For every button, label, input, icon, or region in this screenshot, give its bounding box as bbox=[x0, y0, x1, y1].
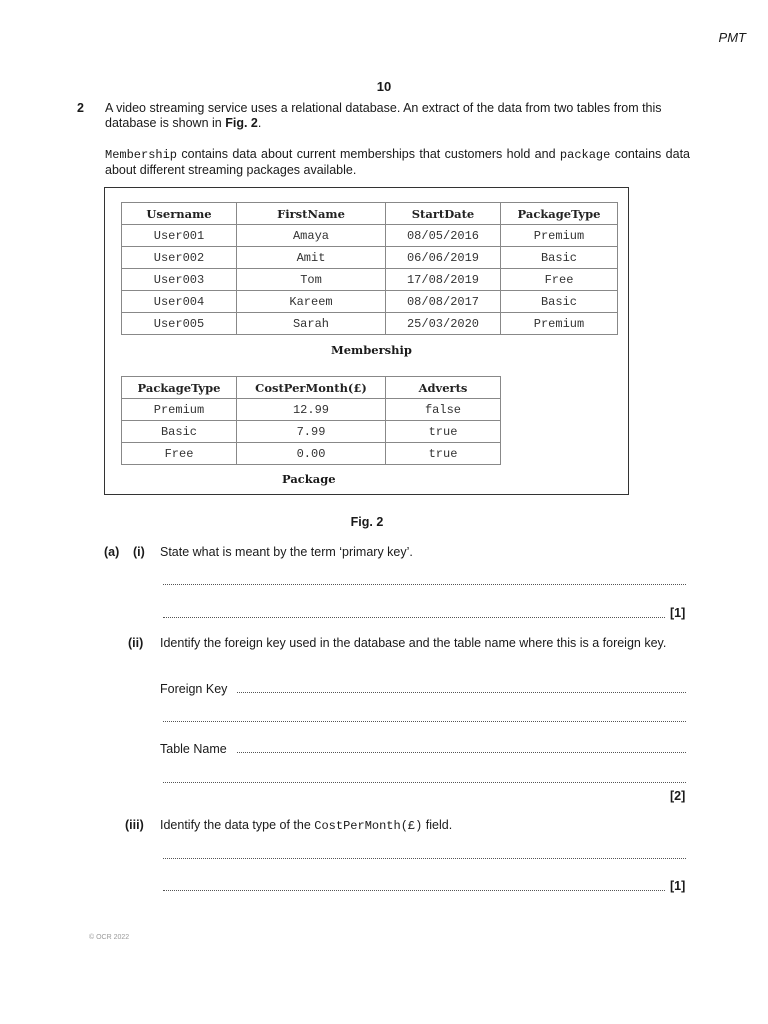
col-header: FirstName bbox=[237, 203, 386, 225]
part-ii-text: Identify the foreign key used in the database and the table name where this is a foreign key. bbox=[160, 636, 667, 650]
cell: Free bbox=[122, 443, 237, 465]
part-iii-code: CostPerMonth(£) bbox=[314, 819, 423, 833]
cell: Tom bbox=[237, 269, 386, 291]
table-name-label: Table Name bbox=[160, 742, 227, 756]
cell: Sarah bbox=[237, 313, 386, 335]
cell: true bbox=[386, 421, 501, 443]
answer-line[interactable] bbox=[163, 617, 665, 618]
part-iii-text-post: field. bbox=[422, 818, 453, 832]
package-header-row bbox=[122, 377, 501, 399]
col-header: PackageType bbox=[501, 203, 618, 225]
answer-line[interactable] bbox=[163, 782, 686, 783]
cell: Kareem bbox=[237, 291, 386, 313]
cell: true bbox=[386, 443, 501, 465]
table-row bbox=[122, 313, 618, 335]
part-iii-label: (iii) bbox=[125, 818, 144, 832]
header-tag: PMT bbox=[718, 30, 746, 45]
desc-end: contains data about different streaming packages available. bbox=[105, 147, 690, 177]
part-ii-label: (ii) bbox=[128, 636, 144, 650]
question-description bbox=[105, 147, 690, 178]
part-iii-text bbox=[160, 818, 452, 833]
cell: Basic bbox=[501, 291, 618, 313]
intro-end: . bbox=[257, 116, 262, 130]
cell: User004 bbox=[122, 291, 237, 313]
page-number: 10 bbox=[376, 79, 392, 94]
table-row bbox=[122, 443, 501, 465]
cell: 08/05/2016 bbox=[386, 225, 501, 247]
answer-line[interactable] bbox=[163, 858, 686, 859]
cell: Premium bbox=[501, 225, 618, 247]
cell: 17/08/2019 bbox=[386, 269, 501, 291]
table-row bbox=[122, 225, 618, 247]
cell: 25/03/2020 bbox=[386, 313, 501, 335]
figure-caption: Fig. 2 bbox=[350, 515, 384, 529]
cell: 7.99 bbox=[237, 421, 386, 443]
cell: Amit bbox=[237, 247, 386, 269]
col-header: Username bbox=[122, 203, 237, 225]
cell: Premium bbox=[122, 399, 237, 421]
table-row bbox=[122, 291, 618, 313]
foreign-key-answer-line[interactable] bbox=[237, 692, 686, 693]
cell: User001 bbox=[122, 225, 237, 247]
col-header: Adverts bbox=[386, 377, 501, 399]
cell: 06/06/2019 bbox=[386, 247, 501, 269]
intro-text: A video streaming service uses a relational database. An extract of the data from two tables from this database is shown in bbox=[105, 101, 662, 130]
table-row bbox=[122, 399, 501, 421]
table-name-answer-line[interactable] bbox=[237, 752, 686, 753]
cell: User003 bbox=[122, 269, 237, 291]
desc-mid: contains data about current memberships that customers hold and bbox=[177, 147, 560, 161]
cell: Basic bbox=[501, 247, 618, 269]
package-table bbox=[121, 376, 501, 465]
answer-line[interactable] bbox=[163, 721, 686, 722]
part-iii-text-pre: Identify the data type of the bbox=[160, 818, 315, 832]
table-row bbox=[122, 421, 501, 443]
marks-ii: [2] bbox=[670, 789, 686, 803]
cell: 0.00 bbox=[237, 443, 386, 465]
cell: Premium bbox=[501, 313, 618, 335]
part-a-label: (a) bbox=[104, 545, 120, 559]
answer-line[interactable] bbox=[163, 890, 665, 891]
question-number: 2 bbox=[77, 101, 84, 115]
col-header: PackageType bbox=[122, 377, 237, 399]
marks-iii: [1] bbox=[670, 879, 686, 893]
marks-i: [1] bbox=[670, 606, 686, 620]
question-intro bbox=[105, 101, 690, 131]
membership-header-row bbox=[122, 203, 618, 225]
copyright-footer: © OCR 2022 bbox=[89, 934, 130, 941]
cell: User002 bbox=[122, 247, 237, 269]
cell: 12.99 bbox=[237, 399, 386, 421]
desc-code-membership: Membership bbox=[105, 148, 178, 162]
answer-line[interactable] bbox=[163, 584, 686, 585]
membership-table bbox=[121, 202, 618, 335]
table-row bbox=[122, 269, 618, 291]
desc-code-package: package bbox=[559, 148, 611, 162]
membership-caption: Membership bbox=[331, 343, 412, 357]
cell: false bbox=[386, 399, 501, 421]
cell: Amaya bbox=[237, 225, 386, 247]
package-caption: Package bbox=[282, 472, 336, 486]
col-header: CostPerMonth(£) bbox=[237, 377, 386, 399]
foreign-key-label: Foreign Key bbox=[160, 682, 228, 696]
cell: Free bbox=[501, 269, 618, 291]
cell: Basic bbox=[122, 421, 237, 443]
cell: User005 bbox=[122, 313, 237, 335]
part-i-text: State what is meant by the term ‘primary key’. bbox=[160, 545, 413, 559]
table-row bbox=[122, 247, 618, 269]
part-i-label: (i) bbox=[133, 545, 145, 559]
intro-figure-ref: Fig. 2 bbox=[225, 116, 258, 130]
col-header: StartDate bbox=[386, 203, 501, 225]
cell: 08/08/2017 bbox=[386, 291, 501, 313]
